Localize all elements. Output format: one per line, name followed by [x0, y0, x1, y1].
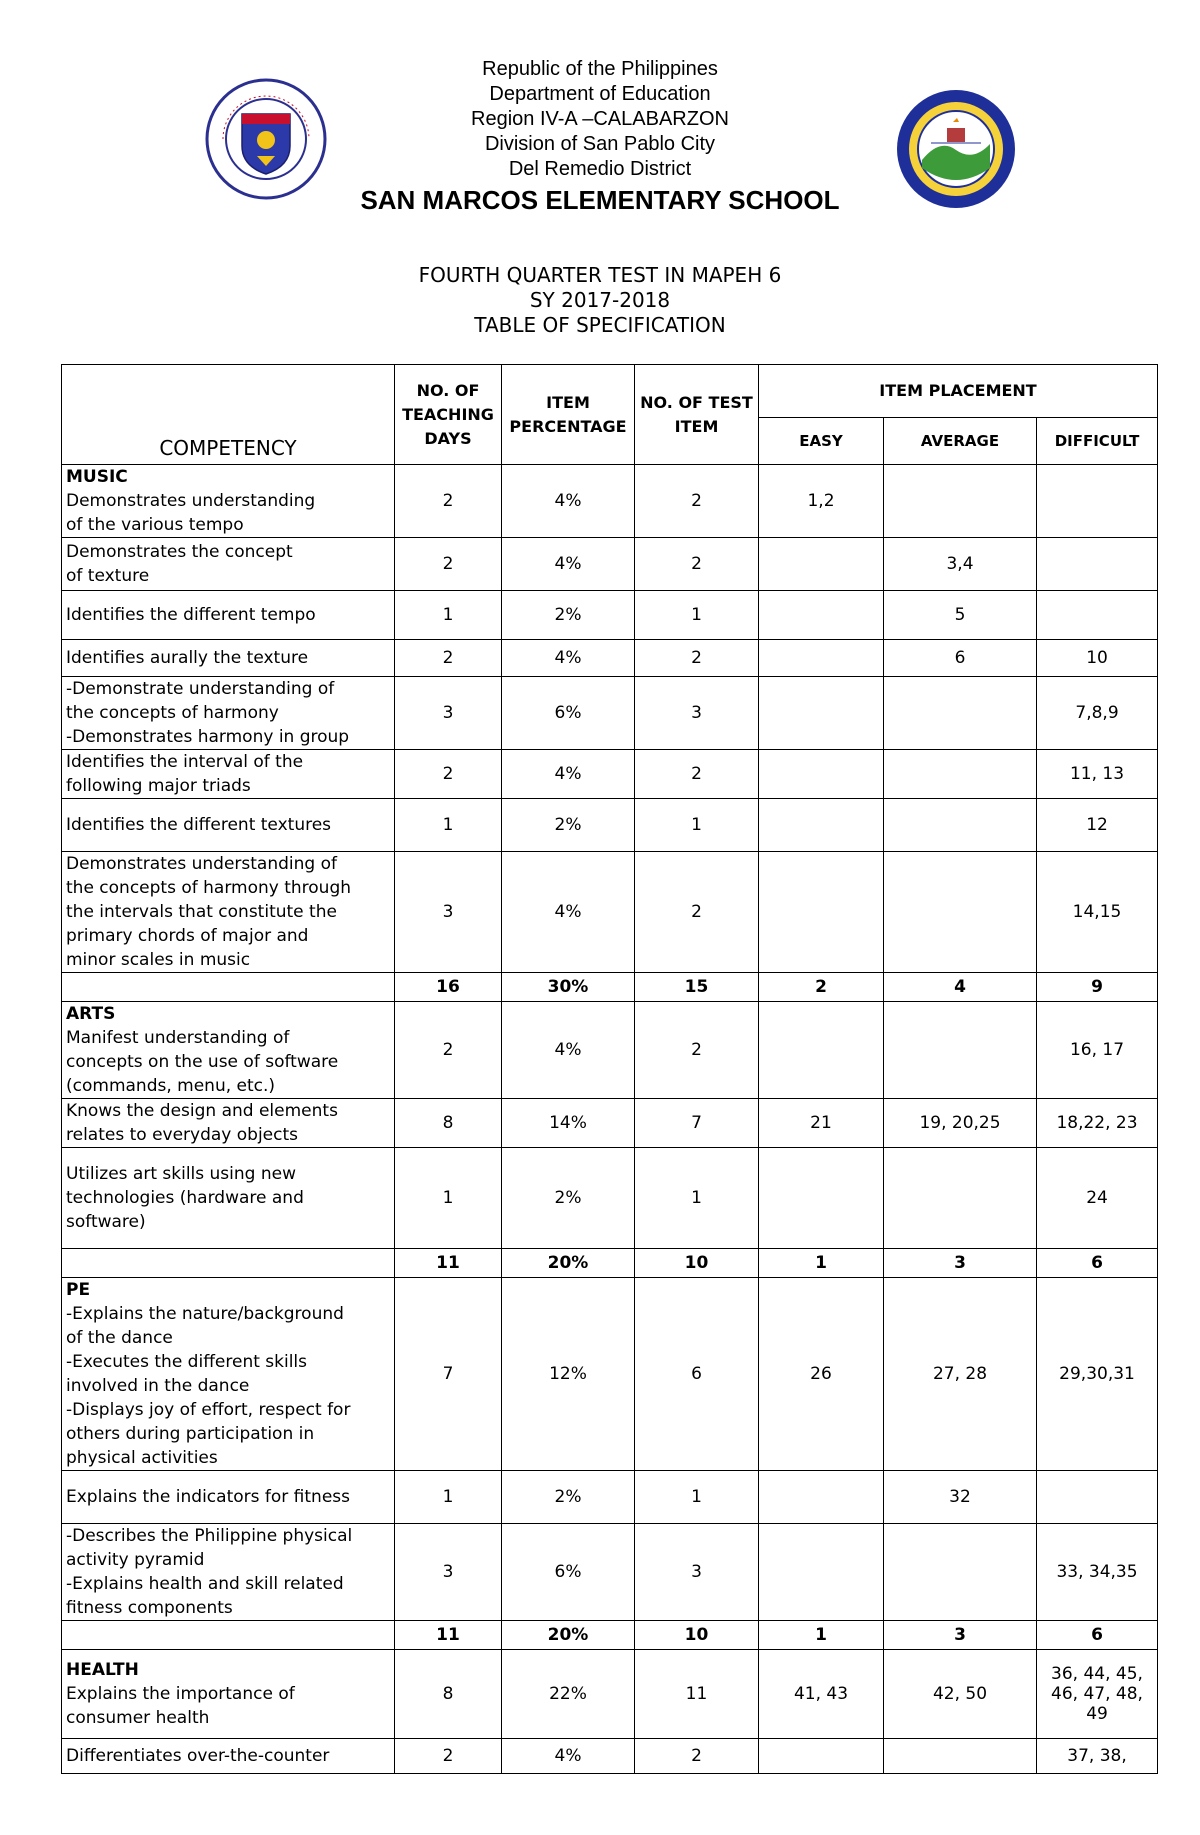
teaching-days-cell: 1	[395, 591, 502, 640]
table-row	[62, 677, 1158, 750]
competency-text: Identifies the different tempo	[66, 605, 316, 625]
competency-cell	[62, 1650, 395, 1739]
average-cell: 6	[884, 640, 1037, 677]
teaching-days-cell: 2	[395, 640, 502, 677]
easy-cell	[759, 1471, 884, 1524]
difficult-cell: 16, 17	[1037, 1002, 1158, 1099]
test-items-cell: 10	[635, 1249, 759, 1278]
teaching-days-cell: 3	[395, 852, 502, 973]
table-row	[62, 1148, 1158, 1249]
test-title: FOURTH QUARTER TEST IN MAPEH 6	[418, 263, 782, 287]
header-item-percentage: ITEM PERCENTAGE	[502, 365, 635, 465]
difficult-cell	[1037, 538, 1158, 591]
teaching-days-cell: 2	[395, 465, 502, 538]
table-row	[62, 640, 1158, 677]
average-cell	[884, 1148, 1037, 1249]
competency-text: -Explains the nature/background of the dance -Executes the different skills involved in the dance -Displays joy of effort, respect for others during participation in physical activities	[66, 1304, 351, 1468]
difficult-cell: 36, 44, 45, 46, 47, 48, 49	[1037, 1650, 1158, 1739]
teaching-days-cell: 3	[395, 677, 502, 750]
difficult-cell: 11, 13	[1037, 750, 1158, 799]
header-district: Del Remedio District	[508, 158, 692, 180]
teaching-days-cell: 16	[395, 973, 502, 1002]
header-region: Region IV-A –CALABARZON	[471, 108, 729, 130]
easy-cell: 1	[759, 1621, 884, 1650]
header-difficult: DIFFICULT	[1037, 418, 1158, 465]
item-percentage-cell: 12%	[502, 1278, 635, 1471]
test-items-cell: 7	[635, 1099, 759, 1148]
difficult-cell: 6	[1037, 1249, 1158, 1278]
average-cell: 3,4	[884, 538, 1037, 591]
table-row	[62, 465, 1158, 538]
school-name: SAN MARCOS ELEMENTARY SCHOOL	[360, 185, 840, 215]
item-percentage-cell: 2%	[502, 591, 635, 640]
table-title: TABLE OF SPECIFICATION	[474, 313, 726, 337]
difficult-cell: 12	[1037, 799, 1158, 852]
item-percentage-cell: 6%	[502, 677, 635, 750]
test-items-cell: 6	[635, 1278, 759, 1471]
section-title: ARTS	[66, 1004, 116, 1024]
easy-cell: 26	[759, 1278, 884, 1471]
easy-cell: 21	[759, 1099, 884, 1148]
header-republic: Republic of the Philippines	[482, 58, 718, 80]
item-percentage-cell: 4%	[502, 640, 635, 677]
teaching-days-cell: 2	[395, 1002, 502, 1099]
average-cell: 32	[884, 1471, 1037, 1524]
table-row	[62, 538, 1158, 591]
average-cell	[884, 852, 1037, 973]
deped-seal-logo	[205, 78, 327, 200]
table-row	[62, 591, 1158, 640]
subtotal-row	[62, 973, 1158, 1002]
table-row	[62, 1650, 1158, 1739]
competency-text: Demonstrates understanding of the concepts of harmony through the intervals that constitute the primary chords of major and minor scales in music	[66, 854, 352, 970]
easy-cell	[759, 538, 884, 591]
difficult-cell	[1037, 591, 1158, 640]
easy-cell	[759, 1148, 884, 1249]
item-percentage-cell: 2%	[502, 1471, 635, 1524]
competency-text: Knows the design and elements relates to everyday objects	[66, 1101, 338, 1145]
test-items-cell: 2	[635, 640, 759, 677]
easy-cell	[759, 750, 884, 799]
competency-text: Differentiates over-the-counter	[66, 1746, 330, 1766]
item-percentage-cell: 4%	[502, 465, 635, 538]
competency-cell	[62, 973, 395, 1002]
table-row	[62, 1471, 1158, 1524]
average-cell: 3	[884, 1249, 1037, 1278]
teaching-days-cell: 2	[395, 1739, 502, 1774]
average-cell	[884, 677, 1037, 750]
competency-cell	[62, 1739, 395, 1774]
teaching-days-cell: 1	[395, 799, 502, 852]
competency-text: Demonstrates understanding of the various tempo	[66, 491, 316, 535]
teaching-days-cell: 1	[395, 1148, 502, 1249]
competency-text: Manifest understanding of concepts on the use of software (commands, menu, etc.)	[66, 1028, 339, 1096]
header-competency: COMPETENCY	[62, 365, 395, 465]
average-cell	[884, 1739, 1037, 1774]
school-seal-logo	[895, 88, 1017, 210]
teaching-days-cell: 11	[395, 1621, 502, 1650]
teaching-days-cell: 7	[395, 1278, 502, 1471]
table-row	[62, 750, 1158, 799]
header-item-placement: ITEM PLACEMENT	[759, 365, 1158, 418]
section-title: HEALTH	[66, 1660, 139, 1680]
competency-text: -Describes the Philippine physical activity pyramid -Explains health and skill related fitness components	[66, 1526, 353, 1618]
test-items-cell: 1	[635, 591, 759, 640]
table-row	[62, 1002, 1158, 1099]
item-percentage-cell: 14%	[502, 1099, 635, 1148]
easy-cell	[759, 1739, 884, 1774]
difficult-cell: 33, 34,35	[1037, 1524, 1158, 1621]
teaching-days-cell: 3	[395, 1524, 502, 1621]
difficult-cell: 24	[1037, 1148, 1158, 1249]
test-title-block	[0, 263, 1200, 338]
test-items-cell: 2	[635, 852, 759, 973]
header-teaching-days: NO. OF TEACHING DAYS	[395, 365, 502, 465]
easy-cell	[759, 1002, 884, 1099]
subtotal-row	[62, 1249, 1158, 1278]
competency-text: -Demonstrate understanding of the concepts of harmony -Demonstrates harmony in group	[66, 679, 350, 747]
item-percentage-cell: 4%	[502, 1002, 635, 1099]
test-items-cell: 1	[635, 799, 759, 852]
test-items-cell: 3	[635, 1524, 759, 1621]
easy-cell: 2	[759, 973, 884, 1002]
item-percentage-cell: 4%	[502, 750, 635, 799]
average-cell	[884, 465, 1037, 538]
difficult-cell: 7,8,9	[1037, 677, 1158, 750]
easy-cell	[759, 852, 884, 973]
test-items-cell: 15	[635, 973, 759, 1002]
table-row	[62, 799, 1158, 852]
competency-text: Identifies aurally the texture	[66, 648, 309, 668]
item-percentage-cell: 22%	[502, 1650, 635, 1739]
average-cell: 27, 28	[884, 1278, 1037, 1471]
competency-text: Explains the importance of consumer health	[66, 1684, 295, 1728]
difficult-cell: 9	[1037, 973, 1158, 1002]
competency-cell	[62, 677, 395, 750]
average-cell	[884, 1002, 1037, 1099]
difficult-cell: 37, 38,	[1037, 1739, 1158, 1774]
item-percentage-cell: 6%	[502, 1524, 635, 1621]
test-items-cell: 1	[635, 1148, 759, 1249]
test-items-cell: 2	[635, 1739, 759, 1774]
test-items-cell: 2	[635, 1002, 759, 1099]
competency-text: Explains the indicators for fitness	[66, 1487, 350, 1507]
competency-text: Utilizes art skills using new technologies (hardware and software)	[66, 1164, 304, 1232]
item-percentage-cell: 4%	[502, 852, 635, 973]
easy-cell	[759, 640, 884, 677]
competency-cell	[62, 1621, 395, 1650]
header-easy: EASY	[759, 418, 884, 465]
table-of-specification	[61, 364, 1158, 1774]
header-test-items: NO. OF TEST ITEM	[635, 365, 759, 465]
competency-cell	[62, 750, 395, 799]
average-cell: 3	[884, 1621, 1037, 1650]
table-row	[62, 1099, 1158, 1148]
test-items-cell: 2	[635, 538, 759, 591]
average-cell: 5	[884, 591, 1037, 640]
competency-cell	[62, 1099, 395, 1148]
difficult-cell	[1037, 1471, 1158, 1524]
document-header	[0, 0, 1200, 216]
table-body	[62, 465, 1158, 1774]
item-percentage-cell: 4%	[502, 1739, 635, 1774]
header-division: Division of San Pablo City	[484, 133, 716, 155]
competency-cell	[62, 852, 395, 973]
competency-cell	[62, 799, 395, 852]
test-items-cell: 2	[635, 750, 759, 799]
difficult-cell: 18,22, 23	[1037, 1099, 1158, 1148]
easy-cell	[759, 677, 884, 750]
easy-cell	[759, 1524, 884, 1621]
subtotal-row	[62, 1621, 1158, 1650]
competency-cell	[62, 465, 395, 538]
competency-cell	[62, 1002, 395, 1099]
test-items-cell: 1	[635, 1471, 759, 1524]
average-cell	[884, 1524, 1037, 1621]
competency-cell	[62, 538, 395, 591]
competency-cell	[62, 1249, 395, 1278]
easy-cell	[759, 591, 884, 640]
competency-text: Demonstrates the concept of texture	[66, 542, 293, 586]
item-percentage-cell: 30%	[502, 973, 635, 1002]
teaching-days-cell: 8	[395, 1099, 502, 1148]
competency-cell	[62, 640, 395, 677]
item-percentage-cell: 4%	[502, 538, 635, 591]
difficult-cell: 6	[1037, 1621, 1158, 1650]
easy-cell	[759, 799, 884, 852]
average-cell	[884, 750, 1037, 799]
header-department: Department of Education	[489, 83, 711, 105]
test-items-cell: 11	[635, 1650, 759, 1739]
item-percentage-cell: 20%	[502, 1249, 635, 1278]
competency-cell	[62, 1148, 395, 1249]
teaching-days-cell: 8	[395, 1650, 502, 1739]
table-row	[62, 852, 1158, 973]
table-row	[62, 1739, 1158, 1774]
easy-cell: 1	[759, 1249, 884, 1278]
teaching-days-cell: 1	[395, 1471, 502, 1524]
competency-text: Identifies the different textures	[66, 815, 332, 835]
average-cell	[884, 799, 1037, 852]
competency-cell	[62, 1471, 395, 1524]
difficult-cell: 14,15	[1037, 852, 1158, 973]
table-row	[62, 1278, 1158, 1471]
average-cell: 19, 20,25	[884, 1099, 1037, 1148]
header-average: AVERAGE	[884, 418, 1037, 465]
item-percentage-cell: 20%	[502, 1621, 635, 1650]
competency-cell	[62, 591, 395, 640]
teaching-days-cell: 2	[395, 538, 502, 591]
teaching-days-cell: 11	[395, 1249, 502, 1278]
school-year: SY 2017-2018	[529, 288, 671, 312]
competency-cell	[62, 1524, 395, 1621]
test-items-cell: 3	[635, 677, 759, 750]
item-percentage-cell: 2%	[502, 799, 635, 852]
item-percentage-cell: 2%	[502, 1148, 635, 1249]
easy-cell: 41, 43	[759, 1650, 884, 1739]
competency-text: Identifies the interval of the following major triads	[66, 752, 304, 796]
average-cell: 42, 50	[884, 1650, 1037, 1739]
section-title: PE	[66, 1280, 91, 1300]
teaching-days-cell: 2	[395, 750, 502, 799]
difficult-cell: 10	[1037, 640, 1158, 677]
test-items-cell: 2	[635, 465, 759, 538]
difficult-cell	[1037, 465, 1158, 538]
test-items-cell: 10	[635, 1621, 759, 1650]
section-title: MUSIC	[66, 467, 128, 487]
easy-cell: 1,2	[759, 465, 884, 538]
competency-cell	[62, 1278, 395, 1471]
average-cell: 4	[884, 973, 1037, 1002]
difficult-cell: 29,30,31	[1037, 1278, 1158, 1471]
table-row	[62, 1524, 1158, 1621]
